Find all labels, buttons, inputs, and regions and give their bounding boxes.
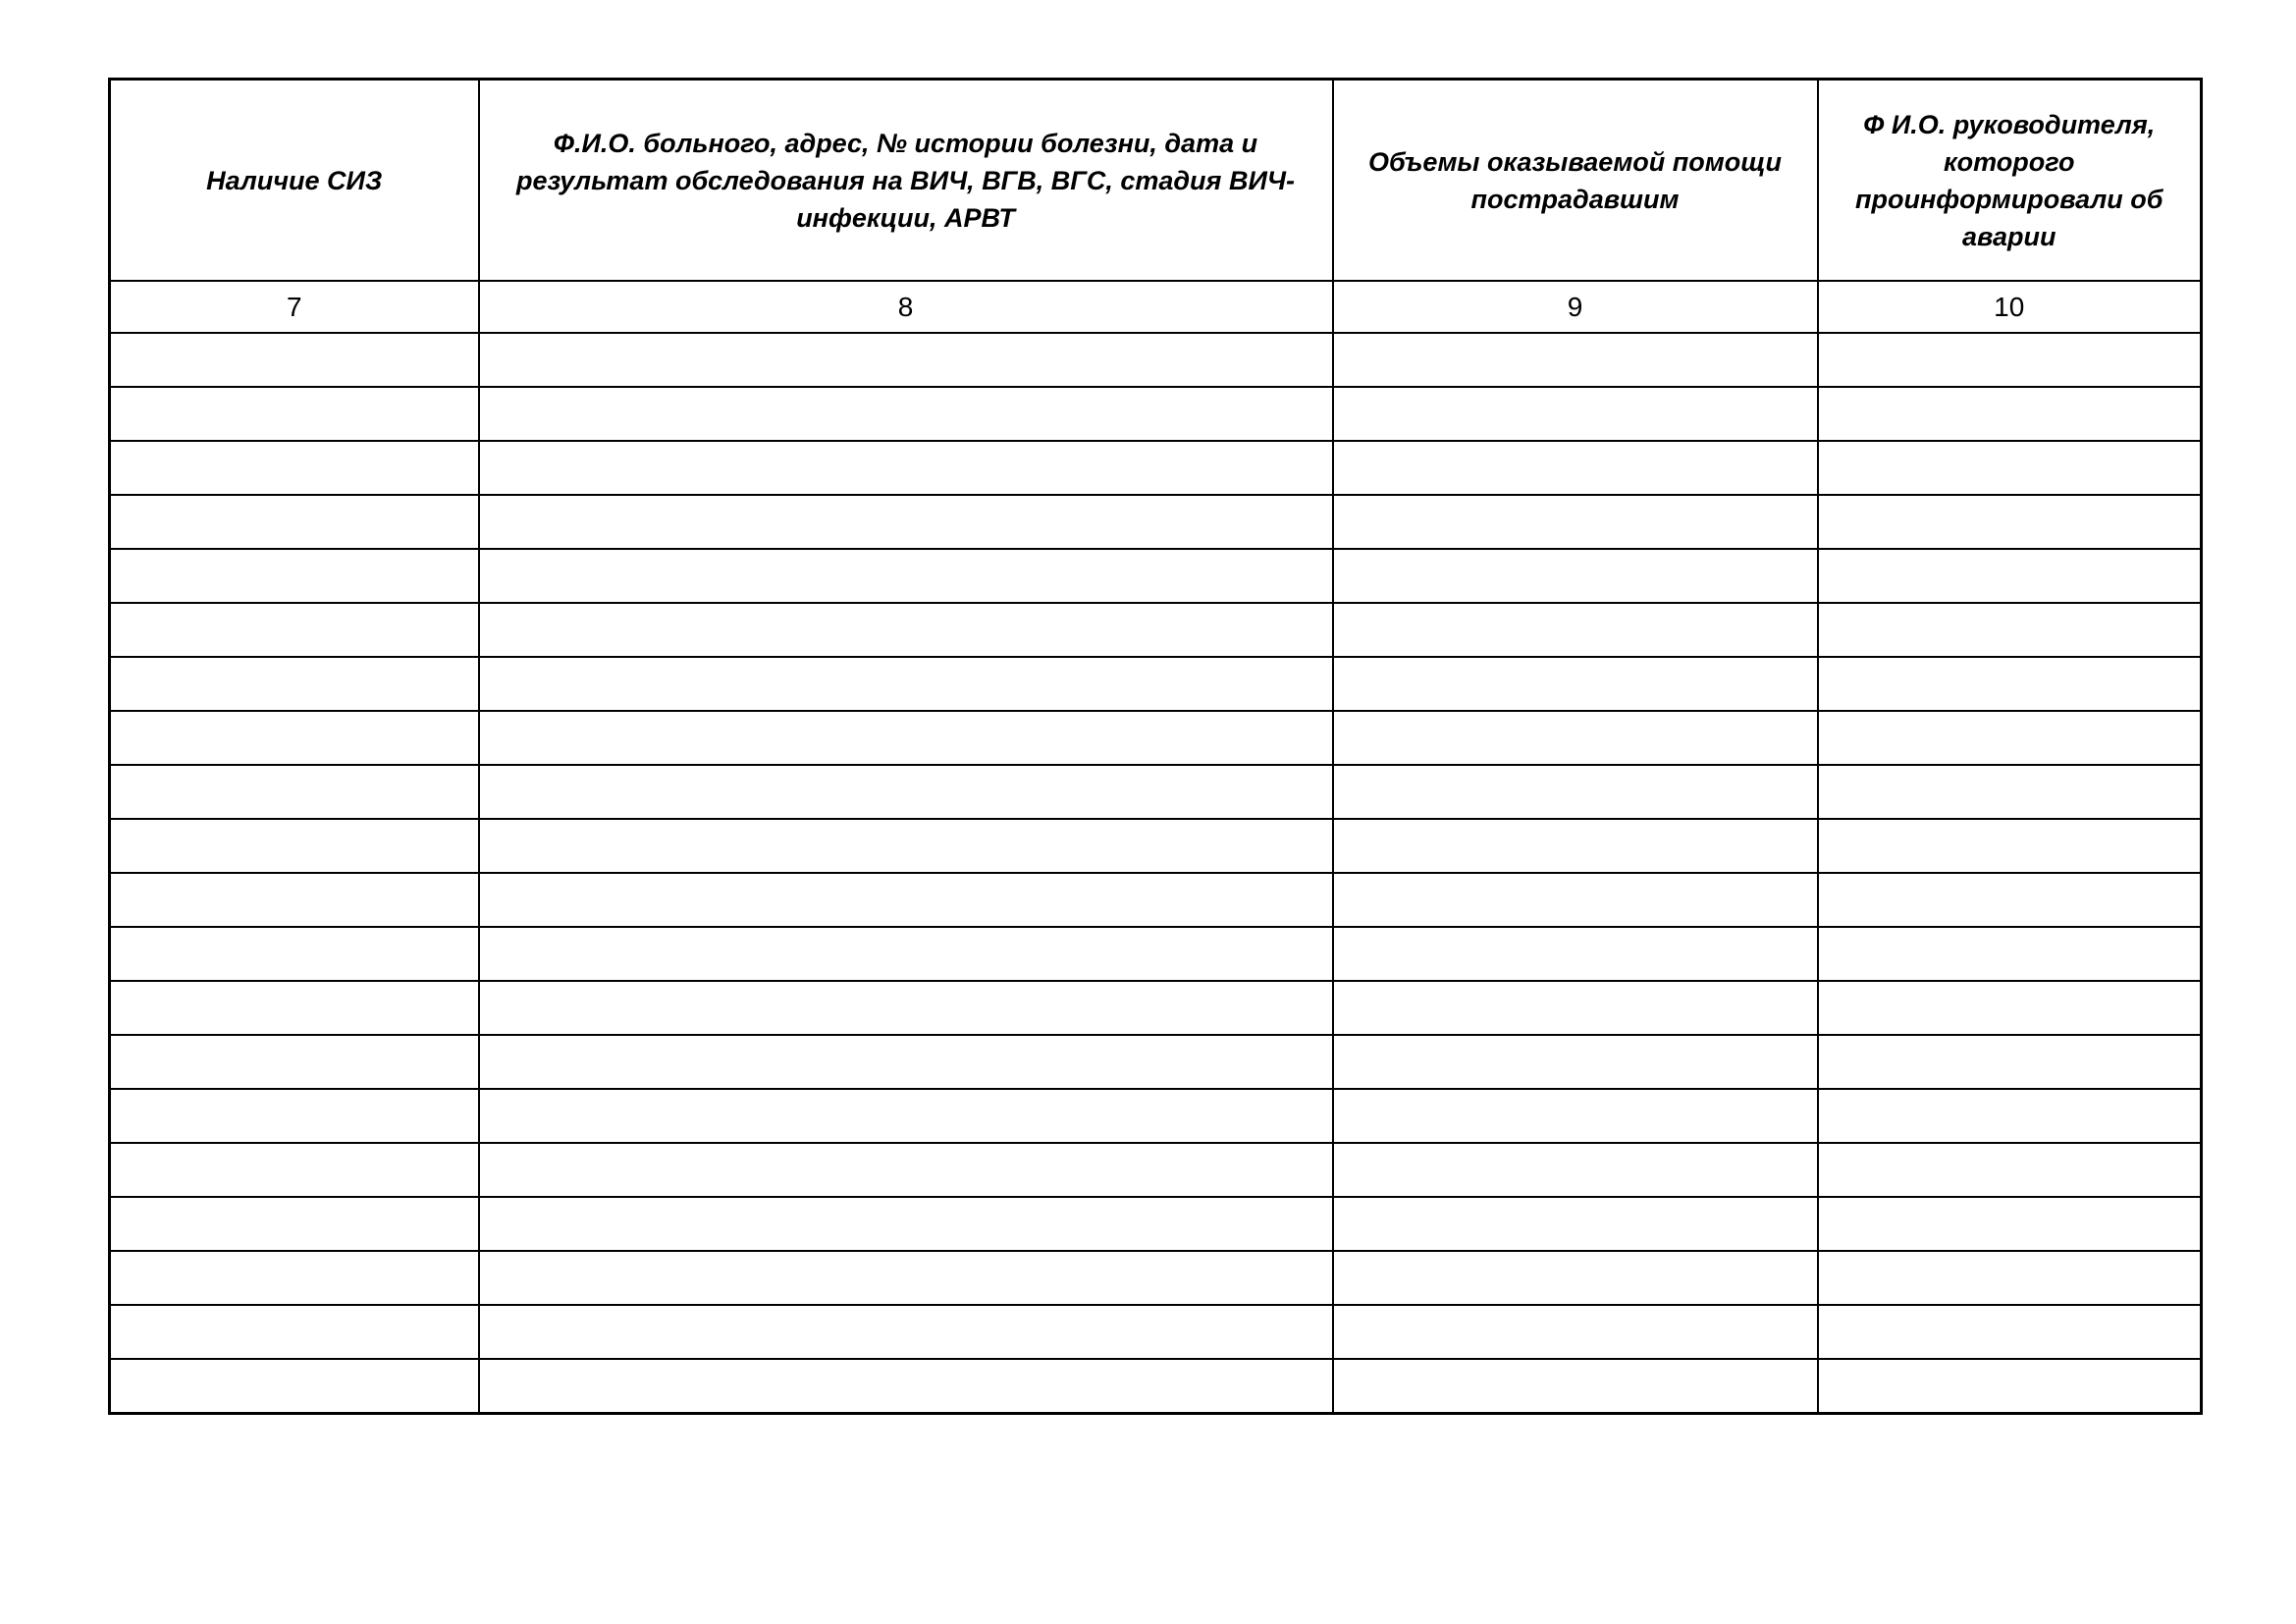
entry-rows — [110, 333, 2202, 1414]
cell-ppe-availability[interactable] — [110, 1143, 479, 1197]
cell-ppe-availability[interactable] — [110, 441, 479, 495]
table-row — [110, 441, 2202, 495]
cell-manager-informed[interactable] — [1818, 333, 2202, 387]
cell-patient-details[interactable] — [479, 711, 1333, 765]
cell-ppe-availability[interactable] — [110, 765, 479, 819]
cell-manager-informed[interactable] — [1818, 1251, 2202, 1305]
cell-assistance-volume[interactable] — [1333, 603, 1818, 657]
cell-assistance-volume[interactable] — [1333, 1089, 1818, 1143]
cell-assistance-volume[interactable] — [1333, 549, 1818, 603]
cell-manager-informed[interactable] — [1818, 1089, 2202, 1143]
cell-assistance-volume[interactable] — [1333, 495, 1818, 549]
table-row — [110, 549, 2202, 603]
header-patient-details: Ф.И.О. больного, адрес, № истории болезни, дата и результат обследования на ВИЧ, ВГВ, ВГС, стадия ВИЧ-инфекции, АРВТ — [479, 80, 1333, 282]
cell-manager-informed[interactable] — [1818, 441, 2202, 495]
cell-ppe-availability[interactable] — [110, 1197, 479, 1251]
cell-assistance-volume[interactable] — [1333, 873, 1818, 927]
cell-patient-details[interactable] — [479, 1305, 1333, 1359]
cell-ppe-availability[interactable] — [110, 927, 479, 981]
cell-manager-informed[interactable] — [1818, 1197, 2202, 1251]
cell-assistance-volume[interactable] — [1333, 387, 1818, 441]
cell-ppe-availability[interactable] — [110, 1251, 479, 1305]
cell-ppe-availability[interactable] — [110, 603, 479, 657]
cell-manager-informed[interactable] — [1818, 387, 2202, 441]
cell-ppe-availability[interactable] — [110, 333, 479, 387]
cell-patient-details[interactable] — [479, 873, 1333, 927]
cell-assistance-volume[interactable] — [1333, 657, 1818, 711]
table-row — [110, 819, 2202, 873]
cell-patient-details[interactable] — [479, 1197, 1333, 1251]
cell-patient-details[interactable] — [479, 603, 1333, 657]
table-row — [110, 1089, 2202, 1143]
cell-manager-informed[interactable] — [1818, 495, 2202, 549]
cell-manager-informed[interactable] — [1818, 603, 2202, 657]
cell-manager-informed[interactable] — [1818, 1035, 2202, 1089]
column-number: 10 — [1818, 281, 2202, 333]
table-row — [110, 765, 2202, 819]
header-manager-informed: Ф И.О. руководителя, которого проинформировали об аварии — [1818, 80, 2202, 282]
header-row — [110, 80, 2202, 282]
cell-ppe-availability[interactable] — [110, 1359, 479, 1414]
cell-manager-informed[interactable] — [1818, 1143, 2202, 1197]
header-assistance-volume: Объемы оказываемой помощи пострадавшим — [1333, 80, 1818, 282]
cell-patient-details[interactable] — [479, 333, 1333, 387]
table-row — [110, 1035, 2202, 1089]
cell-manager-informed[interactable] — [1818, 873, 2202, 927]
cell-assistance-volume[interactable] — [1333, 1035, 1818, 1089]
cell-ppe-availability[interactable] — [110, 819, 479, 873]
cell-patient-details[interactable] — [479, 1359, 1333, 1414]
cell-patient-details[interactable] — [479, 1251, 1333, 1305]
cell-ppe-availability[interactable] — [110, 711, 479, 765]
cell-patient-details[interactable] — [479, 657, 1333, 711]
cell-assistance-volume[interactable] — [1333, 1359, 1818, 1414]
column-number-row — [110, 281, 2202, 333]
cell-assistance-volume[interactable] — [1333, 765, 1818, 819]
cell-assistance-volume[interactable] — [1333, 981, 1818, 1035]
cell-assistance-volume[interactable] — [1333, 927, 1818, 981]
cell-ppe-availability[interactable] — [110, 1089, 479, 1143]
cell-manager-informed[interactable] — [1818, 765, 2202, 819]
column-number: 8 — [479, 281, 1333, 333]
cell-patient-details[interactable] — [479, 819, 1333, 873]
cell-patient-details[interactable] — [479, 441, 1333, 495]
cell-patient-details[interactable] — [479, 1143, 1333, 1197]
cell-manager-informed[interactable] — [1818, 819, 2202, 873]
accident-log-table — [108, 78, 2203, 1415]
cell-patient-details[interactable] — [479, 981, 1333, 1035]
cell-ppe-availability[interactable] — [110, 981, 479, 1035]
table-row — [110, 495, 2202, 549]
cell-ppe-availability[interactable] — [110, 387, 479, 441]
cell-ppe-availability[interactable] — [110, 549, 479, 603]
cell-assistance-volume[interactable] — [1333, 711, 1818, 765]
cell-patient-details[interactable] — [479, 495, 1333, 549]
cell-manager-informed[interactable] — [1818, 549, 2202, 603]
cell-assistance-volume[interactable] — [1333, 441, 1818, 495]
cell-manager-informed[interactable] — [1818, 1305, 2202, 1359]
table-row — [110, 1143, 2202, 1197]
table-row — [110, 1359, 2202, 1414]
header-ppe-availability: Наличие СИЗ — [110, 80, 479, 282]
cell-manager-informed[interactable] — [1818, 711, 2202, 765]
table-row — [110, 927, 2202, 981]
table-row — [110, 603, 2202, 657]
cell-assistance-volume[interactable] — [1333, 1197, 1818, 1251]
cell-assistance-volume[interactable] — [1333, 1143, 1818, 1197]
column-number: 9 — [1333, 281, 1818, 333]
table-row — [110, 1251, 2202, 1305]
table-row — [110, 1305, 2202, 1359]
cell-assistance-volume[interactable] — [1333, 333, 1818, 387]
cell-manager-informed[interactable] — [1818, 1359, 2202, 1414]
cell-ppe-availability[interactable] — [110, 1305, 479, 1359]
table-row — [110, 387, 2202, 441]
cell-manager-informed[interactable] — [1818, 981, 2202, 1035]
cell-manager-informed[interactable] — [1818, 657, 2202, 711]
cell-assistance-volume[interactable] — [1333, 1251, 1818, 1305]
table-row — [110, 981, 2202, 1035]
column-number: 7 — [110, 281, 479, 333]
table-row — [110, 333, 2202, 387]
cell-assistance-volume[interactable] — [1333, 819, 1818, 873]
cell-manager-informed[interactable] — [1818, 927, 2202, 981]
cell-ppe-availability[interactable] — [110, 873, 479, 927]
cell-patient-details[interactable] — [479, 765, 1333, 819]
cell-patient-details[interactable] — [479, 549, 1333, 603]
cell-patient-details[interactable] — [479, 927, 1333, 981]
cell-patient-details[interactable] — [479, 1089, 1333, 1143]
cell-patient-details[interactable] — [479, 1035, 1333, 1089]
table-row — [110, 657, 2202, 711]
cell-ppe-availability[interactable] — [110, 1035, 479, 1089]
table-row — [110, 711, 2202, 765]
cell-ppe-availability[interactable] — [110, 657, 479, 711]
cell-patient-details[interactable] — [479, 387, 1333, 441]
cell-assistance-volume[interactable] — [1333, 1305, 1818, 1359]
cell-ppe-availability[interactable] — [110, 495, 479, 549]
table-row — [110, 873, 2202, 927]
table-row — [110, 1197, 2202, 1251]
